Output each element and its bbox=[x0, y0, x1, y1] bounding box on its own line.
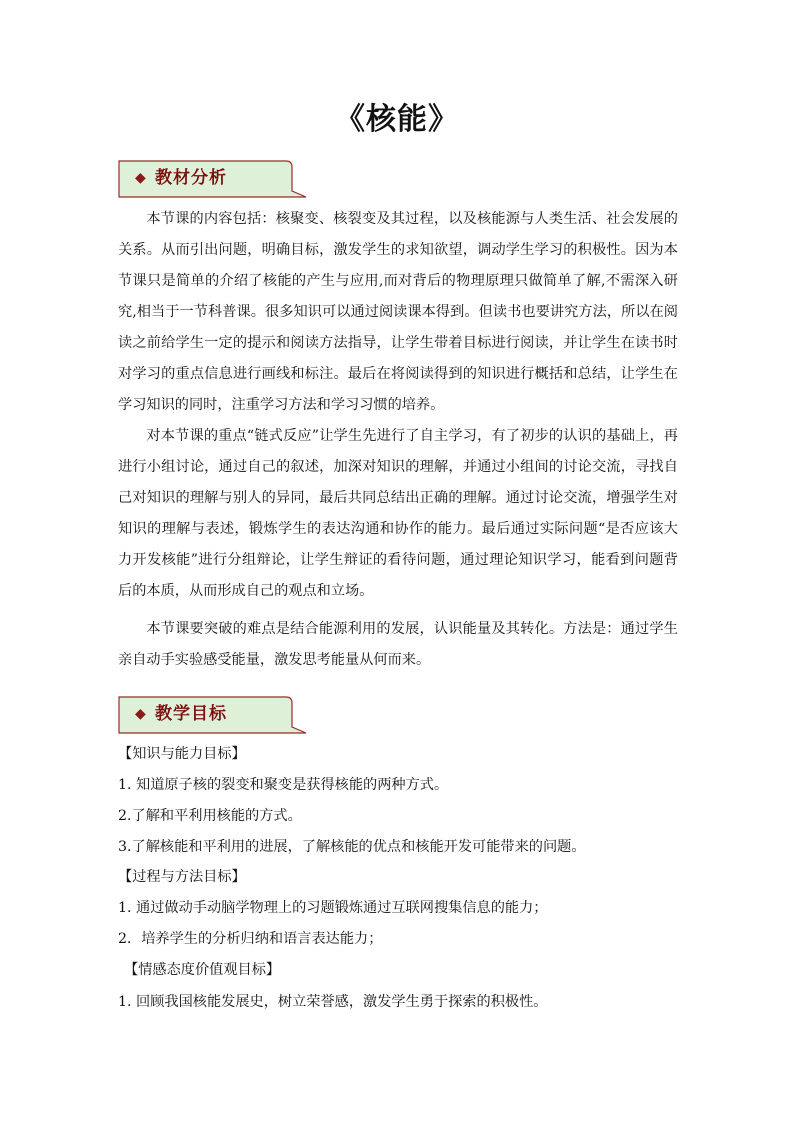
goal-category-process: 【过程与方法目标】 bbox=[118, 869, 246, 885]
goal-item: 2．培养学生的分析归纳和语言表达能力； bbox=[118, 931, 383, 947]
goal-category-attitude: 【情感态度价值观目标】 bbox=[124, 962, 281, 978]
goal-item: 1. 知道原子核的裂变和聚变是获得核能的两种方式。 bbox=[118, 777, 449, 793]
goal-category-knowledge: 【知识与能力目标】 bbox=[118, 746, 246, 762]
analysis-paragraph-1: 本节课的内容包括：核聚变、核裂变及其过程，以及核能源与人类生活、社会发展的关系。从而引出问题，明确目标，激发学生的求知欲望，调动学生学习的积极性。因为本节课只是简单的介绍了核能的产生与应用,而对背后的物理原理只做简单了解,不需深入研究,相当于一节科普课。很多知识可以通过阅读课本得到。但读书也要讲究方法，所以在阅读之前给学生一定的提示和阅读方法指导，让学生带着目标进行阅读，并让学生在读书时对学习的重点信息进行画线和标注。最后在将阅读得到的知识进行概括和总结，让学生在学习知识的同时，注重学习方法和学习习惯的培养。 bbox=[118, 211, 678, 413]
goal-item: 2.了解和平利用核能的方式。 bbox=[118, 808, 302, 824]
section-heading-label: 教材分析 bbox=[155, 168, 227, 188]
analysis-paragraph-2: 对本节课的重点“链式反应”让学生先进行了自主学习，有了初步的认识的基础上，再进行小组讨论，通过自己的叙述，加深对知识的理解，并通过小组间的讨论交流，寻找自己对知识的理解与别人的异同，最后共同总结出正确的理解。通过讨论交流，增强学生对知识的理解与表述，锻炼学生的表达沟通和协作的能力。最后通过实际问题“是否应该大力开发核能”进行分组辩论，让学生辩证的看待问题，通过理论知识学习，能看到问题背后的本质，从而形成自己的观点和立场。 bbox=[118, 428, 678, 599]
analysis-paragraph-3: 本节课要突破的难点是结合能源利用的发展，认识能量及其转化。方法是：通过学生亲自动手实验感受能量，激发思考能量从何而来。 bbox=[118, 621, 678, 668]
goal-item: 1. 回顾我国核能发展史，树立荣誉感，激发学生勇于探索的积极性。 bbox=[118, 994, 548, 1010]
page-title: 《核能》 bbox=[335, 102, 459, 137]
section-heading-textbook-analysis bbox=[118, 160, 308, 200]
section-heading-label: 教学目标 bbox=[155, 704, 227, 724]
section-heading-teaching-goals bbox=[118, 696, 308, 736]
goal-item: 3.了解核能和平利用的进展，了解核能的优点和核能开发可能带来的问题。 bbox=[118, 839, 586, 855]
diamond-bullet-icon: ◆ bbox=[135, 706, 146, 722]
diamond-bullet-icon: ◆ bbox=[135, 170, 146, 186]
goal-item: 1. 通过做动手动脑学物理上的习题锻炼通过互联网搜集信息的能力； bbox=[118, 900, 548, 916]
